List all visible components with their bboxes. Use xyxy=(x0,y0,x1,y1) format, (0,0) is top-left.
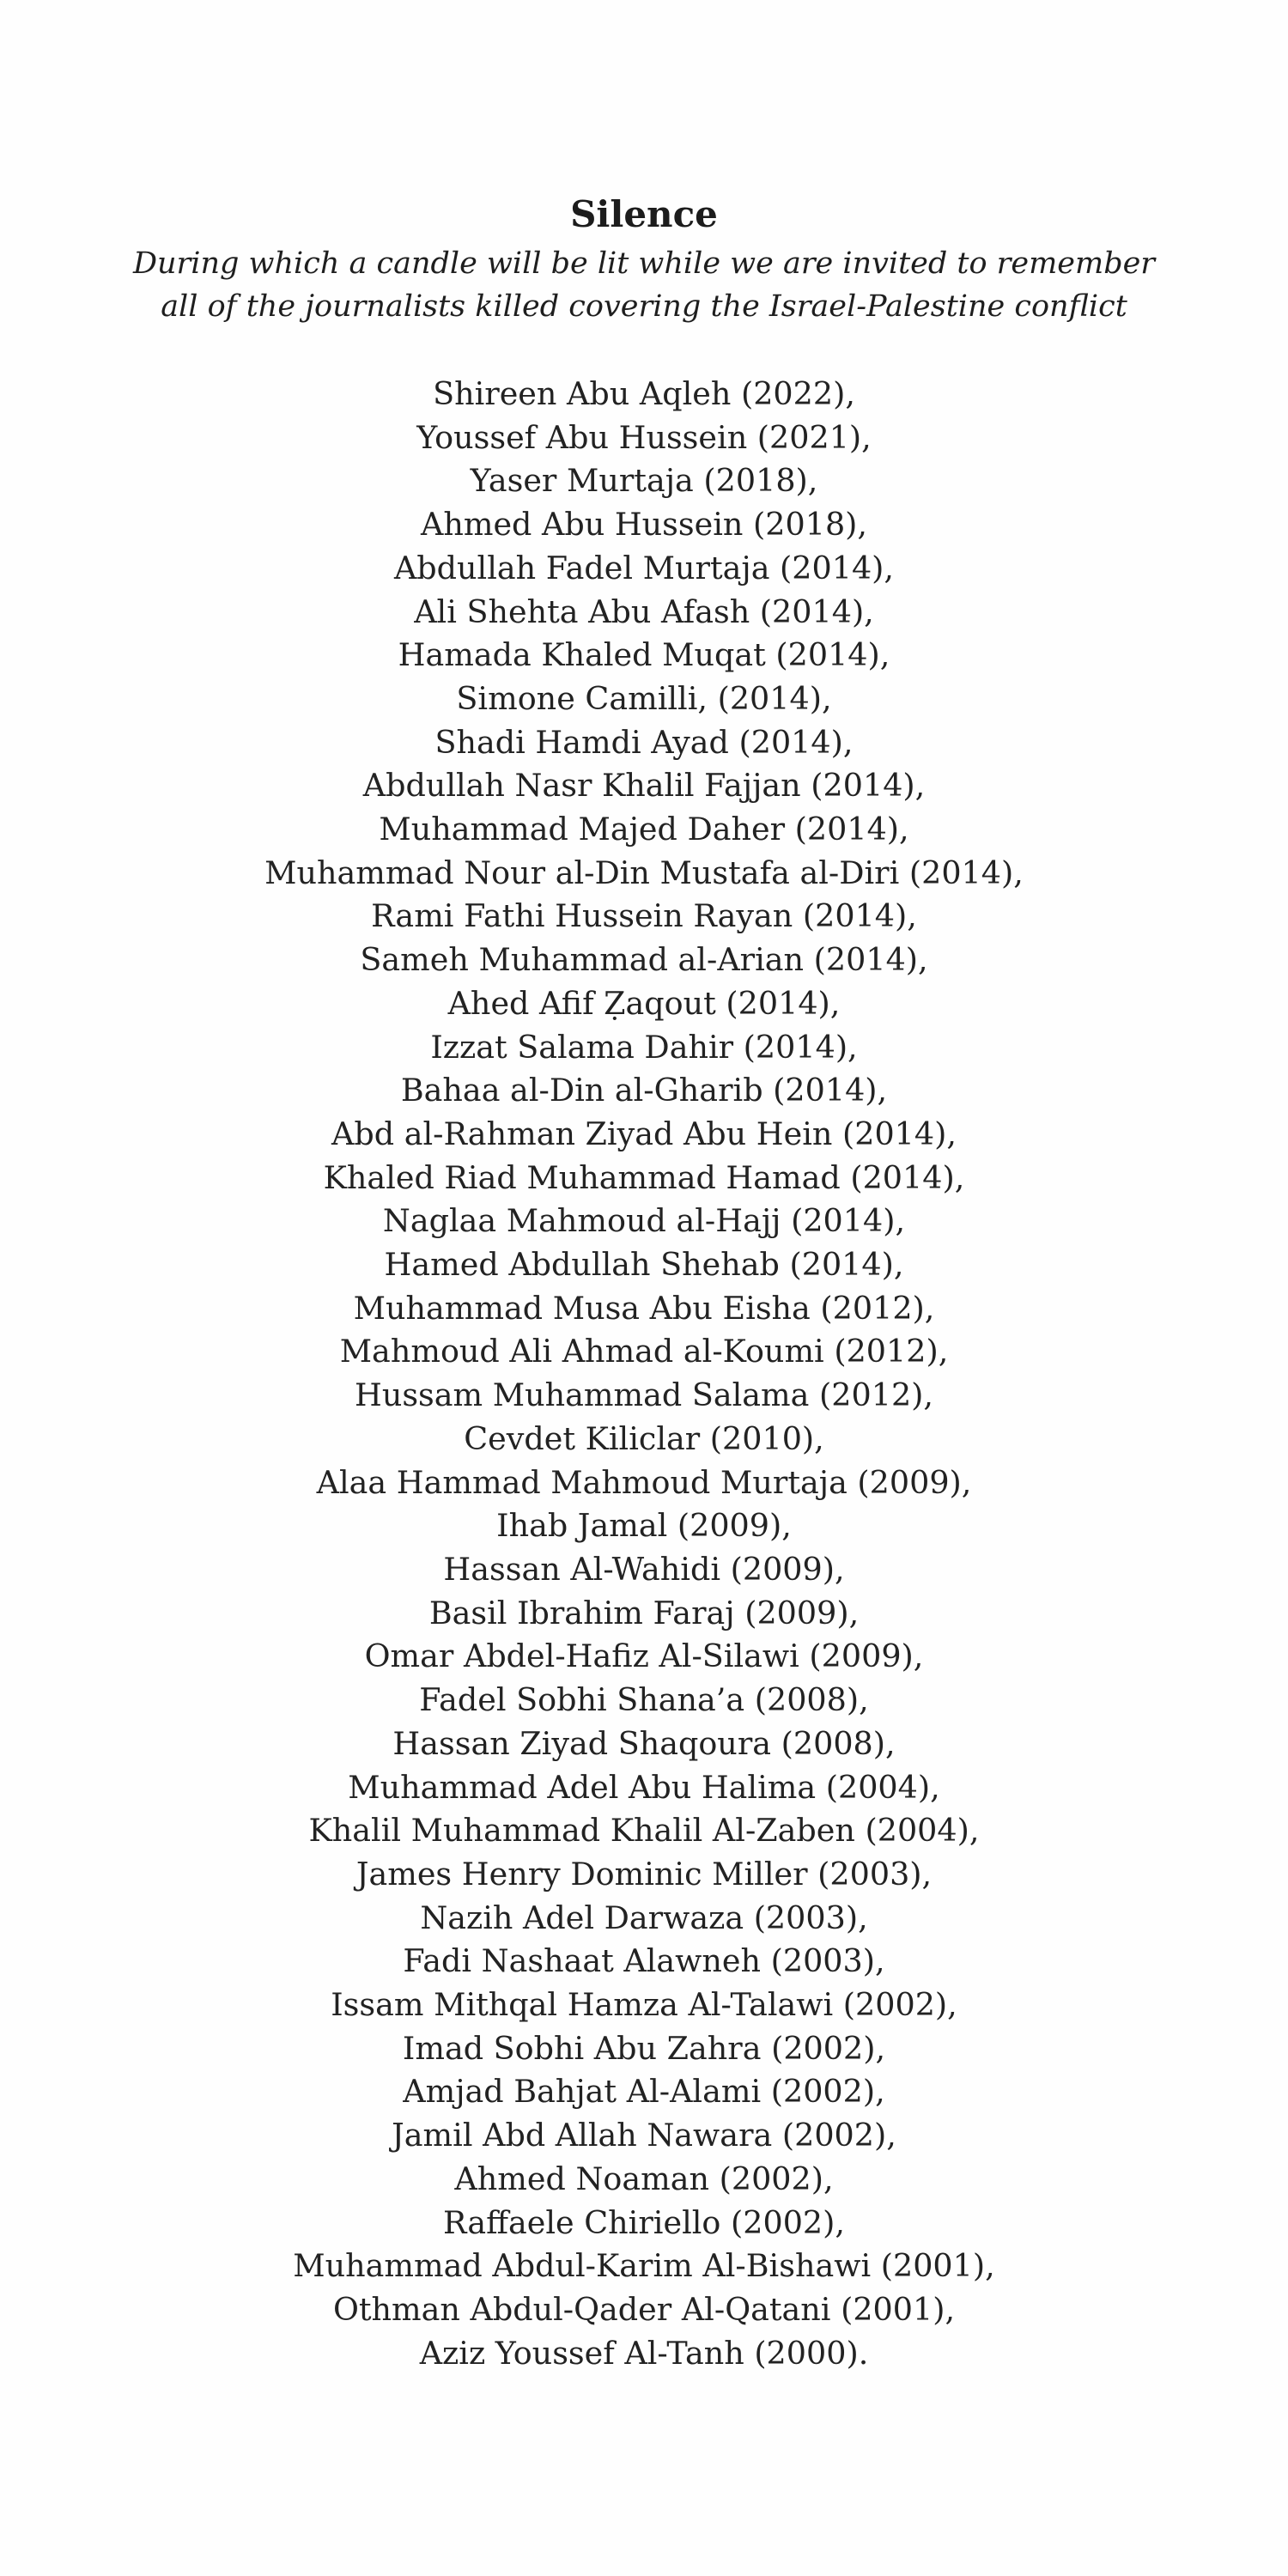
subtitle-line-2: all of the journalists killed covering the Israel-Palestine conflict xyxy=(161,289,1127,324)
list-item: Othman Abdul-Qader Al-Qatani (2001), xyxy=(332,2290,956,2328)
list-item: Ahmed Noaman (2002), xyxy=(454,2160,834,2197)
list-item: Ahed Afif Ẓaqout (2014), xyxy=(447,984,841,1022)
list-item: Nazih Adel Darwaza (2003), xyxy=(420,1899,868,1936)
list-item: Issam Mithqal Hamza Al-Talawi (2002), xyxy=(331,1986,957,2024)
list-item: Hussam Muhammad Salama (2012), xyxy=(354,1376,934,1414)
list-item: Fadi Nashaat Alawneh (2003), xyxy=(403,1942,885,1980)
list-item: Basil Ibrahim Faraj (2009), xyxy=(428,1594,860,1631)
list-item: Omar Abdel-Hafiz Al-Silawi (2009), xyxy=(364,1637,924,1675)
list-item: Ihab Jamal (2009), xyxy=(496,1507,792,1545)
list-item: Abd al-Rahman Ziyad Abu Hein (2014), xyxy=(331,1115,957,1152)
list-item: Khaled Riad Muhammad Hamad (2014), xyxy=(323,1158,965,1196)
list-item: Ali Shehta Abu Afash (2014), xyxy=(414,592,874,630)
list-item: Cevdet Kiliclar (2010), xyxy=(464,1419,824,1457)
list-item: Fadel Sobhi Shana’a (2008), xyxy=(419,1681,869,1719)
list-item: Hassan Ziyad Shaqoura (2008), xyxy=(392,1724,896,1762)
list-item: Muhammad Musa Abu Eisha (2012), xyxy=(353,1289,935,1327)
list-item: Aziz Youssef Al-Tanh (2000). xyxy=(419,2334,869,2372)
list-item: Yaser Murtaja (2018), xyxy=(470,462,818,500)
list-item: Sameh Muhammad al-Arian (2014), xyxy=(360,941,928,979)
list-item: Jamil Abd Allah Nawara (2002), xyxy=(392,2117,896,2154)
journalist-names-list xyxy=(0,373,1288,2375)
list-item: Izzat Salama Dahir (2014), xyxy=(430,1028,858,1066)
list-item: Imad Sobhi Abu Zahra (2002), xyxy=(402,2029,886,2067)
list-item: Muhammad Majed Daher (2014), xyxy=(379,811,909,848)
list-item: Bahaa al-Din al-Gharib (2014), xyxy=(400,1072,888,1109)
list-item: Alaa Hammad Mahmoud Murtaja (2009), xyxy=(316,1463,972,1501)
list-item: Hamada Khaled Muqat (2014), xyxy=(398,636,890,674)
page-title: Silence xyxy=(570,193,718,235)
list-item: Shadi Hamdi Ayad (2014), xyxy=(434,723,854,761)
list-item: James Henry Dominic Miller (2003), xyxy=(355,1855,933,1893)
list-item: Muhammad Nour al-Din Mustafa al-Diri (2014), xyxy=(264,854,1024,891)
subtitle xyxy=(86,242,1202,328)
list-item: Mahmoud Ali Ahmad al-Koumi (2012), xyxy=(339,1333,949,1370)
list-item: Abdullah Fadel Murtaja (2014), xyxy=(393,549,895,586)
list-item: Abdullah Nasr Khalil Fajjan (2014), xyxy=(362,767,926,805)
list-item: Khalil Muhammad Khalil Al-Zaben (2004), xyxy=(308,1812,980,1850)
list-item: Muhammad Adel Abu Halima (2004), xyxy=(348,1768,940,1806)
list-item: Youssef Abu Hussein (2021), xyxy=(416,418,872,456)
list-item: Simone Camilli, (2014), xyxy=(456,679,832,717)
list-item: Amjad Bahjat Al-Alami (2002), xyxy=(403,2073,885,2111)
list-item: Naglaa Mahmoud al-Hajj (2014), xyxy=(382,1202,906,1240)
list-item: Ahmed Abu Hussein (2018), xyxy=(420,506,868,544)
list-item: Hamed Abdullah Shehab (2014), xyxy=(384,1246,904,1284)
subtitle-line-1: During which a candle will be lit while we are invited to remember xyxy=(132,246,1156,281)
list-item: Hassan Al-Wahidi (2009), xyxy=(443,1550,845,1588)
list-item: Muhammad Abdul-Karim Al-Bishawi (2001), xyxy=(293,2247,995,2285)
list-item: Raffaele Chiriello (2002), xyxy=(443,2203,845,2241)
list-item: Shireen Abu Aqleh (2022), xyxy=(433,375,855,412)
list-item: Rami Fathi Hussein Rayan (2014), xyxy=(371,897,917,935)
